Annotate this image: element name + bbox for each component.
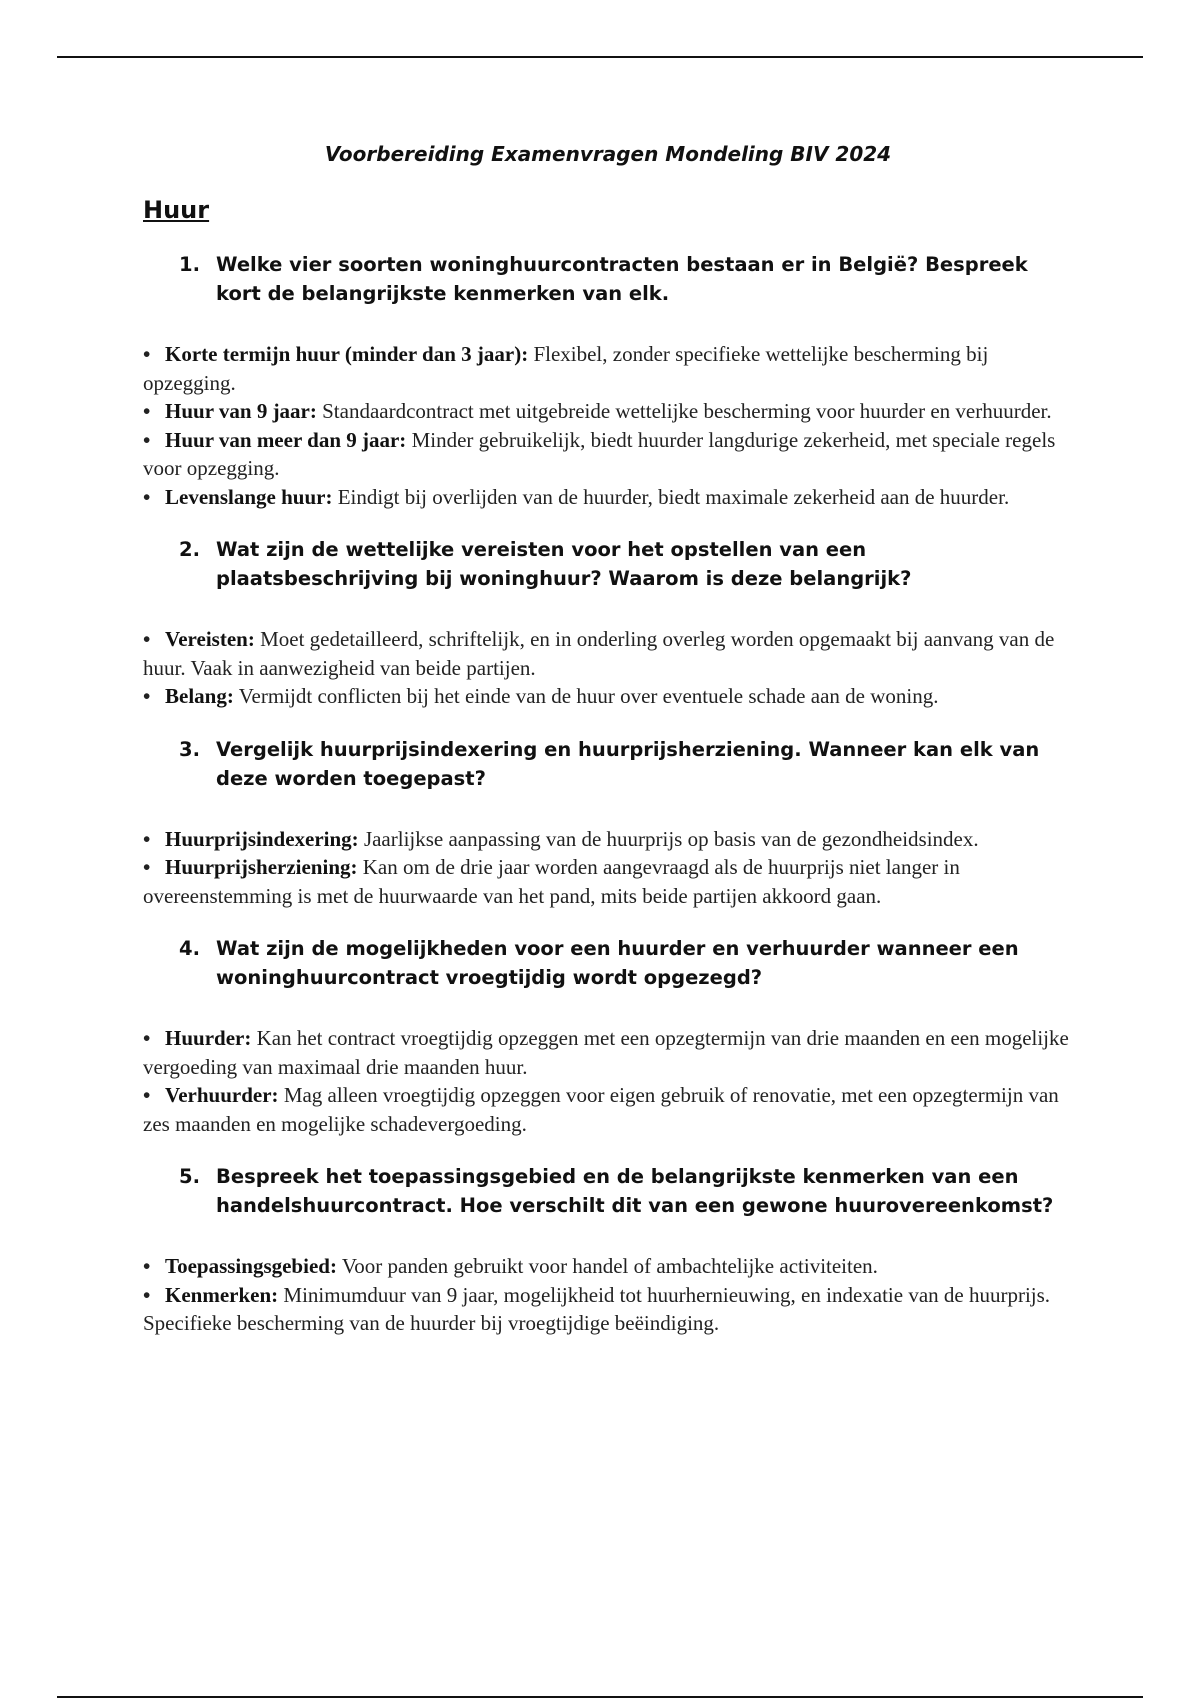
answer-term: Kenmerken: xyxy=(165,1282,279,1307)
answer-term: Korte termijn huur (minder dan 3 jaar): xyxy=(165,342,529,366)
question-number: 3. xyxy=(179,737,200,761)
bullet-icon: • xyxy=(143,1083,151,1107)
question-text: Vergelijk huurprijsindexering en huurprijsherziening. Wanneer kan elk van deze worden toegepast? xyxy=(216,737,1040,790)
question-2 xyxy=(179,535,1073,593)
answer-text: Flexibel, zonder specifieke wettelijke bescherming bij opzegging. xyxy=(143,342,989,395)
answer-term: Verhuurder: xyxy=(165,1083,279,1107)
answer-text: Eindigt bij overlijden van de huurder, biedt maximale zekerheid aan de huurder. xyxy=(337,484,1010,509)
answer-list xyxy=(143,625,1073,711)
answer-text: Minimumduur van 9 jaar, mogelijkheid tot huurhernieuwing, en indexatie van de huurprijs. Specifieke bescherming van de huurder bij vroegtijdige beëindiging. xyxy=(143,1282,1051,1335)
bullet-icon: • xyxy=(143,1026,151,1050)
question-text: Wat zijn de mogelijkheden voor een huurder en verhuurder wanneer een woninghuurcontract vroegtijdig wordt opgezegd? xyxy=(216,937,1019,989)
question-text: Welke vier soorten woninghuurcontracten bestaan er in België? Bespreek kort de belangrijkste kenmerken van elk. xyxy=(216,253,1028,305)
bullet-icon: • xyxy=(143,1254,151,1278)
question-text: Bespreek het toepassingsgebied en de belangrijkste kenmerken van een handelshuurcontract. Hoe verschilt dit van een gewone huurovereenkomst? xyxy=(216,1165,1054,1217)
question-text: Wat zijn de wettelijke vereisten voor het opstellen van een plaatsbeschrijving bij woninghuur? Waarom is deze belangrijk? xyxy=(216,538,912,590)
answer-term: Vereisten: xyxy=(165,627,255,651)
question-number: 5. xyxy=(179,1165,200,1188)
answer-text: Mag alleen vroegtijdig opzeggen voor eigen gebruik of renovatie, met een opzegtermijn van zes maanden en mogelijke schadevergoeding. xyxy=(143,1083,1059,1136)
answer-item xyxy=(143,426,1073,483)
bullet-icon: • xyxy=(143,826,151,851)
answer-item xyxy=(143,1024,1073,1081)
answer-text: Moet gedetailleerd, schriftelijk, en in onderling overleg worden opgemaakt bij aanvang van de huur. Vaak in aanwezigheid van beide partijen. xyxy=(143,627,1055,680)
answer-item xyxy=(143,483,1073,512)
answer-item xyxy=(143,340,1073,397)
answer-list xyxy=(143,1252,1073,1338)
document-title: Voorbereiding Examenvragen Mondeling BIV 2024 xyxy=(324,142,892,166)
bullet-icon: • xyxy=(143,855,151,879)
bullet-icon: • xyxy=(143,484,151,509)
question-number: 2. xyxy=(179,538,200,561)
question-3 xyxy=(179,735,1073,793)
answer-term: Huurprijsindexering: xyxy=(165,826,359,851)
question-number: 1. xyxy=(179,253,200,276)
answer-text: Kan om de drie jaar worden aangevraagd als de huurprijs niet langer in overeenstemming is met de huurwaarde van het pand, mits beide partijen akkoord gaan. xyxy=(143,855,960,908)
answer-list xyxy=(143,340,1073,511)
answer-text: Kan het contract vroegtijdig opzeggen met een opzegtermijn van drie maanden en een mogelijke vergoeding van maximaal drie maanden huur. xyxy=(143,1026,1069,1079)
document-body xyxy=(143,142,1073,1362)
answer-text: Voor panden gebruikt voor handel of ambachtelijke activiteiten. xyxy=(341,1254,878,1278)
question-5 xyxy=(179,1162,1073,1220)
answer-text: Jaarlijkse aanpassing van de huurprijs op basis van de gezondheidsindex. xyxy=(363,826,979,851)
answer-item xyxy=(143,625,1073,682)
answer-list xyxy=(143,1024,1073,1138)
bottom-rule xyxy=(57,1696,1143,1698)
bullet-icon: • xyxy=(143,427,151,452)
answer-item xyxy=(143,1281,1073,1338)
answer-item xyxy=(143,825,1073,854)
bullet-icon: • xyxy=(143,684,151,708)
answer-list xyxy=(143,825,1073,911)
bullet-icon: • xyxy=(143,399,151,423)
answer-term: Toepassingsgebied: xyxy=(165,1254,337,1278)
bullet-icon: • xyxy=(143,627,151,651)
answer-term: Huurprijsherziening: xyxy=(165,855,358,879)
answer-item xyxy=(143,1252,1073,1281)
answer-item xyxy=(143,1081,1073,1138)
answer-item xyxy=(143,853,1073,910)
bullet-icon: • xyxy=(143,342,151,366)
answer-item xyxy=(143,682,1073,711)
section-heading: Huur xyxy=(143,196,210,224)
question-4 xyxy=(179,934,1073,992)
answer-text: Vermijdt conflicten bij het einde van de huur over eventuele schade aan de woning. xyxy=(238,684,939,708)
answer-term: Huurder: xyxy=(165,1026,252,1050)
question-number: 4. xyxy=(179,937,200,960)
answer-term: Huur van meer dan 9 jaar: xyxy=(165,427,407,452)
question-list xyxy=(143,250,1073,1338)
answer-term: Levenslange huur: xyxy=(165,484,333,509)
answer-text: Standaardcontract met uitgebreide wettelijke bescherming voor huurder en verhuurder. xyxy=(322,399,1052,423)
top-rule xyxy=(57,56,1143,58)
answer-item xyxy=(143,397,1073,426)
answer-text: Minder gebruikelijk, biedt huurder langdurige zekerheid, met speciale regels voor opzegging. xyxy=(143,427,1056,480)
question-1 xyxy=(179,250,1073,308)
bullet-icon: • xyxy=(143,1282,151,1307)
answer-term: Belang: xyxy=(165,684,234,708)
answer-term: Huur van 9 jaar: xyxy=(165,399,317,423)
